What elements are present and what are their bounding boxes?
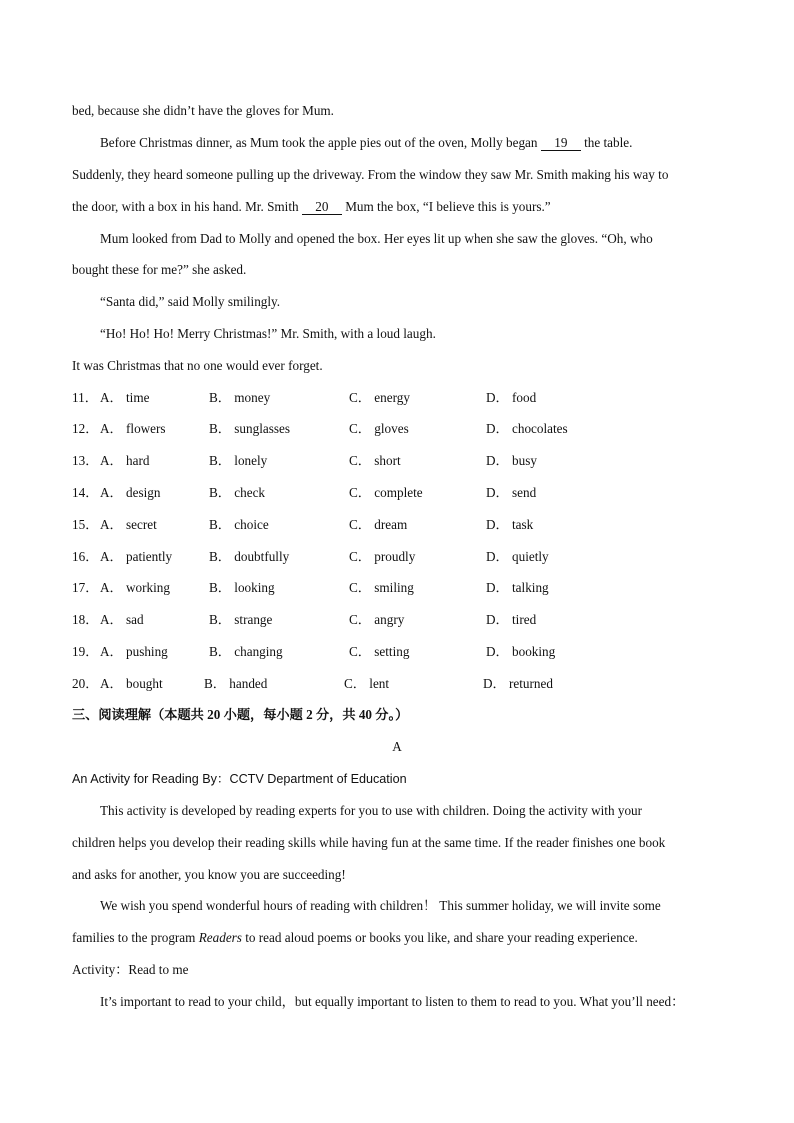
passage-line: We wish you spend wonderful hours of reading with children！ This summer holiday, we will invite some	[100, 898, 661, 913]
passage-line: bed, because she didn’t have the gloves for Mum.	[72, 103, 334, 118]
passage-title: An Activity for Reading By：CCTV Department of Education	[72, 772, 407, 786]
section-heading: 三、阅读理解（本题共 20 小题，每小题 2 分，共 40 分。）	[72, 707, 409, 722]
passage-letter: A	[392, 739, 402, 754]
passage-line: It was Christmas that no one would ever forget.	[72, 358, 323, 373]
option-b: B． choice	[209, 517, 269, 532]
option-a: A． hard	[100, 453, 150, 468]
option-a: A． sad	[100, 612, 144, 627]
option-d: D． task	[486, 517, 534, 532]
question-number: 14．	[72, 485, 99, 500]
option-b: B． doubtfully	[209, 549, 290, 564]
option-d: D． quietly	[486, 549, 549, 564]
passage-line: This activity is developed by reading experts for you to use with children. Doing the activity with your	[100, 803, 643, 818]
passage-text: Mum the box, “I believe this is yours.”	[345, 199, 551, 214]
option-c: C． short	[349, 453, 401, 468]
passage-text: to read aloud poems or books you like, and share your reading experience.	[245, 930, 638, 945]
option-c: C． setting	[349, 644, 410, 659]
option-a: A． working	[100, 580, 170, 595]
option-c: C． angry	[349, 612, 405, 627]
passage-text: the door, with a box in his hand. Mr. Smith	[72, 199, 299, 214]
option-a: A． bought	[100, 676, 163, 691]
option-b: B． sunglasses	[209, 421, 290, 436]
question-number: 11．	[72, 390, 98, 405]
question-number: 12．	[72, 421, 99, 436]
option-d: D． tired	[486, 612, 537, 627]
passage-line: “Ho! Ho! Ho! Merry Christmas!” Mr. Smith, with a loud laugh.	[100, 326, 436, 341]
passage-line: Mum looked from Dad to Molly and opened the box. Her eyes lit up when she saw the gloves. “Oh, who	[100, 231, 653, 246]
blank-19: 19	[541, 136, 581, 151]
option-a: A． design	[100, 485, 161, 500]
option-d: D． food	[486, 390, 537, 405]
option-b: B． changing	[209, 644, 283, 659]
passage-line: “Santa did,” said Molly smilingly.	[100, 294, 281, 309]
option-c: C． proudly	[349, 549, 416, 564]
option-b: B． check	[209, 485, 266, 500]
blank-20: 20	[302, 200, 342, 215]
question-number: 16．	[72, 549, 99, 564]
option-d: D． booking	[486, 644, 556, 659]
option-d: D． busy	[486, 453, 537, 468]
passage-line	[72, 198, 722, 216]
passage-line	[72, 929, 722, 947]
option-c: C． gloves	[349, 421, 409, 436]
option-b: B． strange	[209, 612, 273, 627]
passage-line: bought these for me?” she asked.	[72, 262, 247, 277]
program-name: Readers	[198, 930, 242, 945]
option-a: A． pushing	[100, 644, 168, 659]
option-a: A． patiently	[100, 549, 173, 564]
passage-line	[100, 134, 750, 152]
activity-heading: Activity：Read to me	[72, 962, 189, 977]
option-b: B． money	[209, 390, 271, 405]
question-number: 19．	[72, 644, 99, 659]
option-b: B． lonely	[209, 453, 268, 468]
option-b: B． handed	[204, 676, 268, 691]
question-number: 20．	[72, 676, 99, 691]
question-number: 17．	[72, 580, 99, 595]
option-c: C． dream	[349, 517, 408, 532]
passage-line: children helps you develop their reading skills while having fun at the same time. If the reader finishes one book	[72, 835, 666, 850]
question-number: 13．	[72, 453, 99, 468]
option-c: C． lent	[344, 676, 390, 691]
passage-line: It’s important to read to your child，but equally important to listen to them to read to you. What you’ll need：	[100, 994, 685, 1009]
option-a: A． secret	[100, 517, 157, 532]
question-number: 15．	[72, 517, 99, 532]
passage-text: families to the program	[72, 930, 196, 945]
option-a: A． time	[100, 390, 150, 405]
option-d: D． returned	[483, 676, 553, 691]
option-c: C． energy	[349, 390, 410, 405]
option-a: A． flowers	[100, 421, 166, 436]
option-d: D． talking	[486, 580, 549, 595]
option-d: D． chocolates	[486, 421, 568, 436]
passage-line: and asks for another, you know you are succeeding!	[72, 867, 346, 882]
passage-text: the table.	[584, 135, 633, 150]
question-number: 18．	[72, 612, 99, 627]
option-d: D． send	[486, 485, 537, 500]
option-c: C． smiling	[349, 580, 414, 595]
option-c: C． complete	[349, 485, 423, 500]
passage-line: Suddenly, they heard someone pulling up the driveway. From the window they saw Mr. Smith making his way to	[72, 167, 669, 182]
option-b: B． looking	[209, 580, 275, 595]
passage-text: Before Christmas dinner, as Mum took the apple pies out of the oven, Molly began	[100, 135, 538, 150]
